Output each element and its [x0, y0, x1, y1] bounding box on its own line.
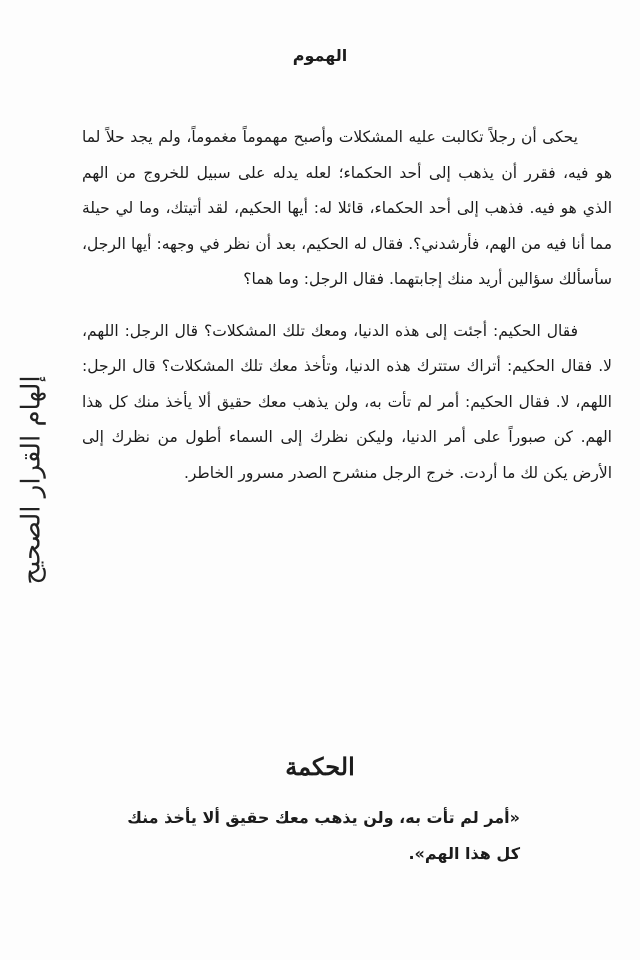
side-running-title: [2, 300, 62, 660]
wisdom-quote: «أمر لم تأت به، ولن يذهب معك حقيق ألا يأخذ منك كل هذا الهم».: [127, 808, 520, 863]
chapter-title: الهموم: [292, 46, 348, 65]
story-paragraph-1: يحكى أن رجلاً تكالبت عليه المشكلات وأصبح مهموماً مغموماً، ولم يجد حلاً لما هو فيه، فقرر أن يذهب إلى أحد الحكماء؛ لعله يدله على سبيل للخروج من الهم الذي هو فيه. فذهب إلى أحد الحكماء، قائلا له: أيها الحكيم، لقد أتيتك، وما لي حيلة مما أنا فيه من الهم، فأرشدني؟. فقال له الحكيم، بعد أن نظر في وجهه: أيها الرجل، سأسألك سؤالين أريد منك إجابتهما. فقال الرجل: وما هما؟: [82, 128, 612, 288]
wisdom-title: الحكمة: [285, 752, 355, 781]
story-paragraph-2: فقال الحكيم: أجئت إلى هذه الدنيا، ومعك تلك المشكلات؟ قال الرجل: اللهم، لا. فقال الحكيم: أتراك ستترك هذه الدنيا، وتأخذ معك تلك المشكلات؟ قال الرجل: اللهم، لا. فقال الحكيم: أمر لم تأت به، ولن يذهب معك حقيق ألا يأخذ منك كل هذا الهم. كن صبوراً على أمر الدنيا، وليكن نظرك إلى السماء أطول من نظرك إلى الأرض يكن لك ما أردت. خرج الرجل منشرح الصدر مسرور الخاطر.: [82, 321, 612, 482]
side-running-title-text: إلهام القرار الصحيح: [17, 375, 47, 585]
story-body: [82, 120, 612, 491]
